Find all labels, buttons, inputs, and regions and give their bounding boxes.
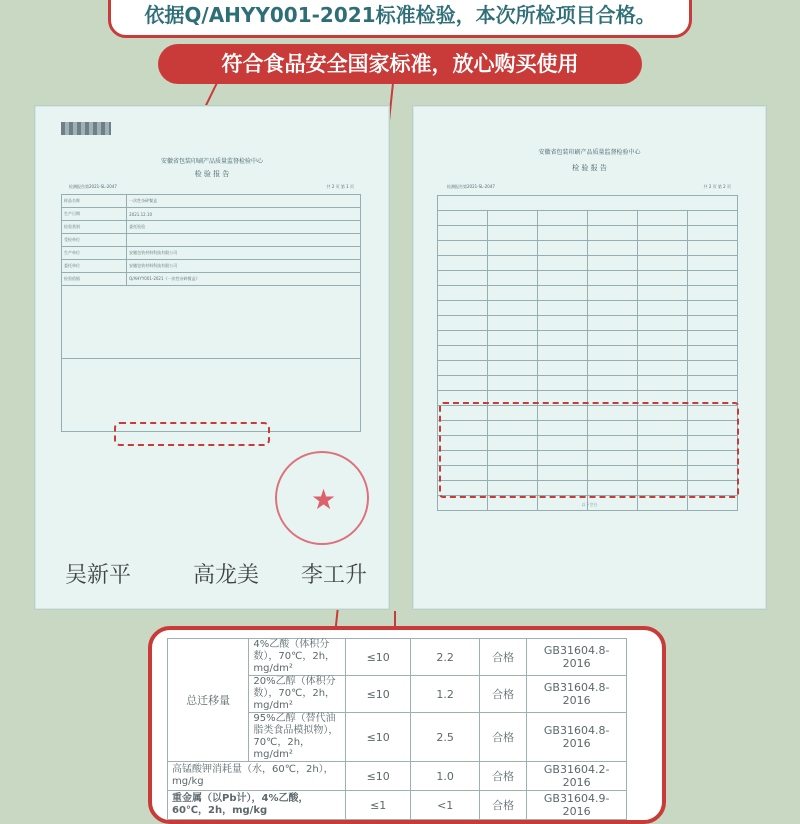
left-page-number: 共 2 页 第 1 页: [326, 184, 354, 189]
left-report-number: 检测报告第2021-SL-2047: [69, 184, 117, 189]
test-item: 4%乙酸（体积分数），70℃，2h，mg/dm²: [249, 639, 346, 676]
limit-value: ≤10: [346, 676, 411, 713]
limit-value: ≤10: [346, 713, 411, 762]
sample-name-value: 一次性杂碎餐盒: [127, 195, 361, 208]
judgment-value: 合格: [480, 762, 527, 791]
result-value: 1.0: [411, 762, 480, 791]
left-highlight-box: [114, 422, 270, 446]
limit-value: ≤10: [346, 639, 411, 676]
inspection-report-page-one: [34, 105, 390, 610]
test-item: 20%乙醇（体积分数），70℃，2h，mg/dm²: [249, 676, 346, 713]
inspection-type-label: 检验类别: [62, 221, 127, 234]
left-report-title: 检 验 报 告: [194, 170, 230, 178]
heavy-metal-item: 重金属（以Pb计），4%乙酸，60℃，2h，mg/kg: [168, 791, 346, 820]
judgment-value: 合格: [480, 713, 527, 762]
signature-one: 吴新平: [65, 563, 132, 588]
judgment-value: 合格: [480, 791, 527, 820]
method-value: GB31604.8-2016: [527, 676, 627, 713]
manufacturer-label: 生产单位: [62, 247, 127, 260]
sample-name-label: 样品名称: [62, 195, 127, 208]
client-value: 安徽包装材料科技有限公司: [127, 260, 361, 273]
signature-three: 李工升: [301, 563, 368, 588]
limit-value: ≤1: [346, 791, 411, 820]
inspection-seal: [275, 451, 369, 545]
inspection-statement-card: [108, 0, 692, 38]
potassium-permanganate-item: 高锰酸钾消耗量（水，60℃，2h），mg/kg: [168, 762, 346, 791]
table-row: [168, 639, 627, 676]
right-highlight-box: [439, 402, 739, 498]
right-report-number: 检测报告第2021-SL-2047: [447, 184, 495, 189]
judgment-value: 合格: [480, 639, 527, 676]
test-results-header: [438, 196, 738, 211]
inspection-statement: 依据Q/AHYY001-2021标准检验，本次所检项目合格。: [144, 3, 656, 27]
magnified-results-table: [167, 638, 627, 820]
production-date-value: 2021.12.10: [127, 208, 361, 221]
redacted-report-number: [61, 122, 111, 135]
table-row: [168, 762, 627, 791]
basis-label: 检验依据: [62, 273, 127, 286]
inspection-type-value: 委托检验: [127, 221, 361, 234]
magnified-results-card: [148, 626, 666, 824]
signature-two: 高龙美: [193, 563, 260, 588]
production-date-label: 生产日期: [62, 208, 127, 221]
inspected-unit-value: [127, 234, 361, 247]
table-row: [168, 791, 627, 820]
inspected-unit-label: 受检单位: [62, 234, 127, 247]
result-value: <1: [411, 791, 480, 820]
basis-value: Q/AHYY001-2021《一次性杂碎餐盒》: [127, 273, 361, 286]
report-information-table: [61, 194, 361, 432]
method-value: GB31604.9-2016: [527, 791, 627, 820]
inspection-conclusion-area: [62, 286, 361, 359]
left-report-authority: 安徽省包装印刷产品质量监督检验中心: [160, 158, 263, 165]
right-report-authority: 安徽省包装印刷产品质量监督检验中心: [538, 149, 641, 156]
result-value: 1.2: [411, 676, 480, 713]
inspection-report-page-two: [412, 105, 767, 610]
right-report-title: 检 验 报 告: [572, 164, 607, 172]
method-value: GB31604.8-2016: [527, 713, 627, 762]
result-value: 2.5: [411, 713, 480, 762]
limit-value: ≤10: [346, 762, 411, 791]
remarks-area: [62, 359, 361, 432]
test-item: 95%乙醇（替代油脂类食品模拟物），70℃，2h，mg/dm²: [249, 713, 346, 762]
total-migration-category: 总迁移量: [168, 639, 249, 762]
manufacturer-value: 安徽包装材料科技有限公司: [127, 247, 361, 260]
appearance-row: [438, 211, 488, 226]
method-value: GB31604.8-2016: [527, 639, 627, 676]
right-page-number: 共 2 页 第 2 页: [703, 184, 731, 189]
seal-star-icon: ★: [311, 483, 337, 516]
blank-below-note: 以下空白: [581, 502, 598, 507]
food-safety-slogan: 符合食品安全国家标准，放心购买使用: [158, 44, 642, 84]
client-label: 委托单位: [62, 260, 127, 273]
result-value: 2.2: [411, 639, 480, 676]
judgment-value: 合格: [480, 676, 527, 713]
method-value: GB31604.2-2016: [527, 762, 627, 791]
